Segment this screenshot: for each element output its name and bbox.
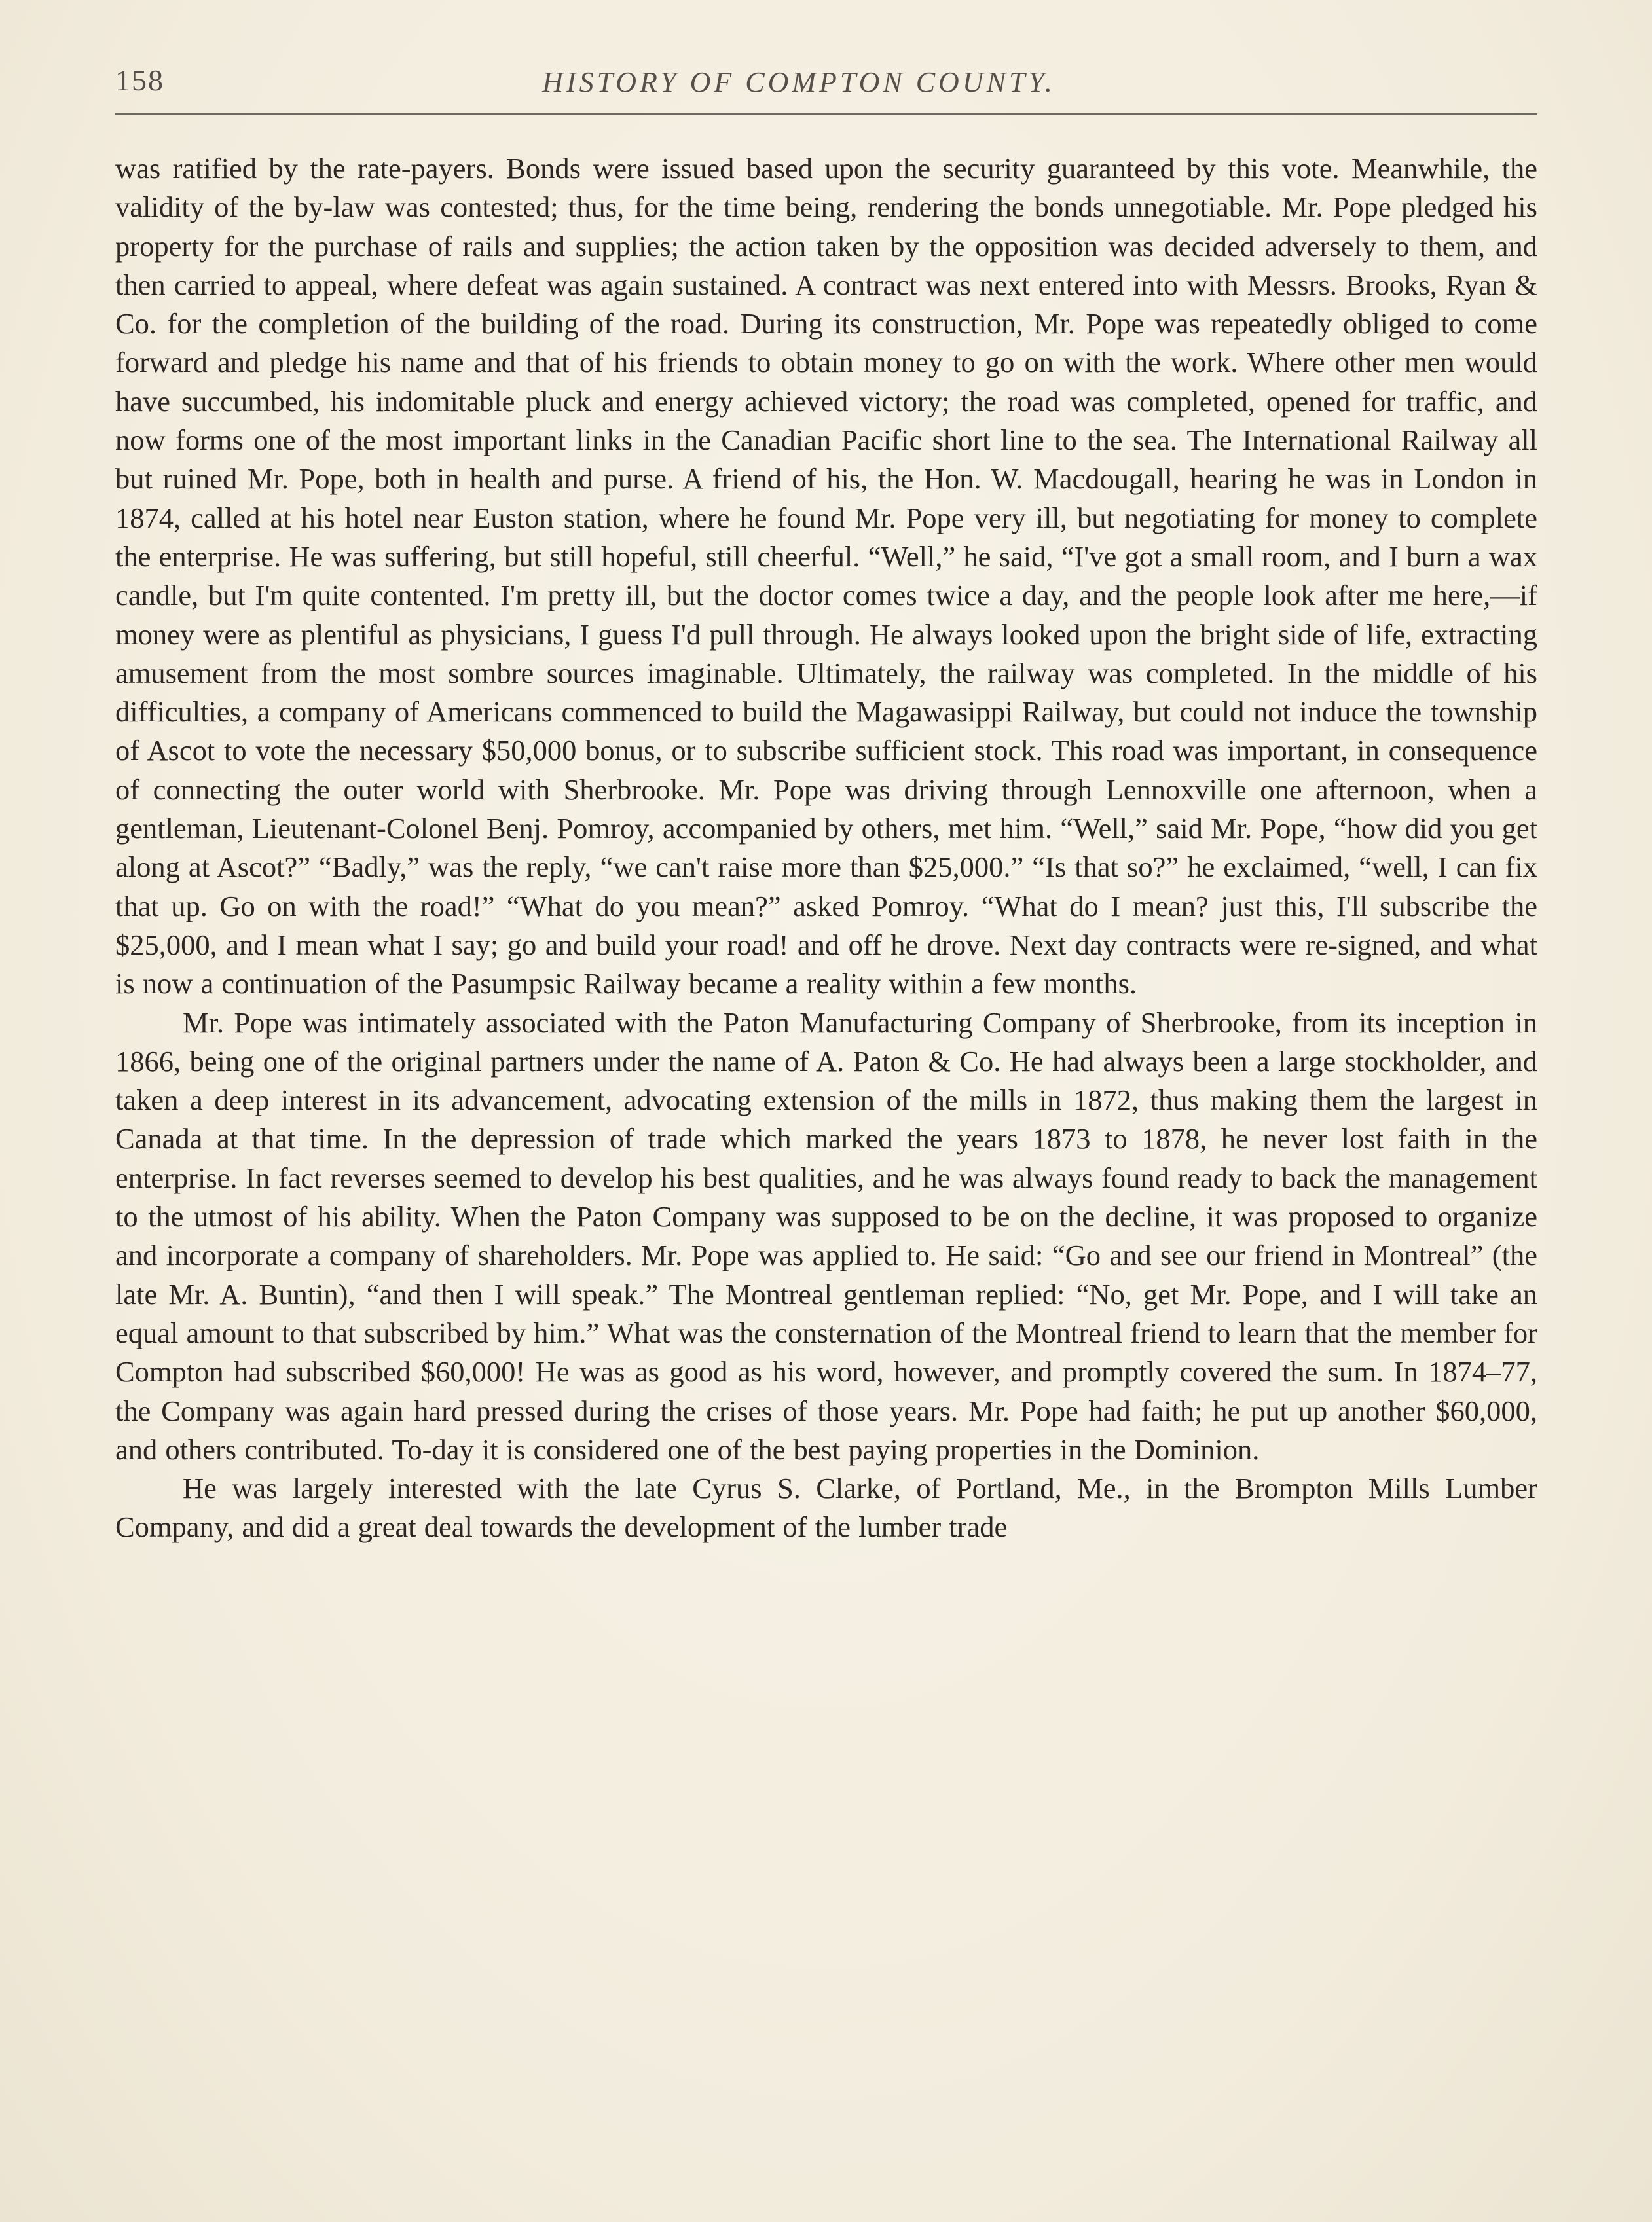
paragraph-continued: was ratified by the rate-payers. Bonds were issued based upon the security guaranteed by this vote. Meanwhile, the validity of the by-law was contested; thus, for the time being, rendering the bonds unnegotiable. Mr. Pope pledged his property for the purchase of rails and supplies; the action taken by the opposition was decided adversely to them, and then carried to appeal, where defeat was again sustained. A contract was next entered into with Messrs. Brooks, Ryan & Co. for the completion of the building of the road. During its construction, Mr. Pope was repeatedly obliged to come forward and pledge his name and that of his friends to obtain money to go on with the work. Where other men would have succumbed, his indomitable pluck and energy achieved victory; the road was completed, opened for traffic, and now forms one of the most important links in the Canadian Pacific short line to the sea. The International Railway all but ruined Mr. Pope, both in health and purse. A friend of his, the Hon. W. Macdougall, hearing he was in London in 1874, called at his hotel near Euston station, where he found Mr. Pope very ill, but negotiating for money to complete the enterprise. He was suffering, but still hopeful, still cheerful. “Well,” he said, “I've got a small room, and I burn a wax candle, but I'm quite contented. I'm pretty ill, but the doctor comes twice a day, and the people look after me here,—if money were as plentiful as physicians, I guess I'd pull through. He always looked upon the bright side of life, extracting amusement from the most sombre sources imaginable. Ultimately, the railway was completed. In the middle of his difficulties, a company of Americans commenced to build the Magawasippi Railway, but could not induce the township of Ascot to vote the necessary $50,000 bonus, or to subscribe sufficient stock. This road was important, in consequence of connecting the outer world with Sherbrooke. Mr. Pope was driving through Lennoxville one afternoon, when a gentleman, Lieutenant-Colonel Benj. Pomroy, accompanied by others, met him. “Well,” said Mr. Pope, “how did you get along at Ascot?” “Badly,” was the reply, “we can't raise more than $25,000.” “Is that so?” he exclaimed, “well, I can fix that up. Go on with the road!” “What do you mean?” asked Pomroy. “What do I mean? just this, I'll subscribe the $25,000, and I mean what I say; go and build your road! and off he drove. Next day contracts were re-signed, and what is now a continuation of the Pasumpsic Railway became a reality within a few months. — [115, 152, 1537, 1000]
paragraph-brompton-lumber: He was largely interested with the late Cyrus S. Clarke, of Portland, Me., in the Brompton Mills Lumber Company, and did a great deal towards the development of the lumber trade — [115, 1472, 1537, 1544]
body-text — [115, 149, 1537, 1547]
header-rule — [115, 113, 1537, 115]
running-title: HISTORY OF COMPTON COUNTY. — [542, 66, 1055, 98]
paragraph-paton-company: Mr. Pope was intimately associated with the Paton Manufacturing Company of Sherbrooke, from its inception in 1866, being one of the original partners under the name of A. Paton & Co. He had always been a large stockholder, and taken a deep interest in its advancement, advocating extension of the mills in 1872, thus making them the largest in Canada at that time. In the depression of trade which marked the years 1873 to 1878, he never lost faith in the enterprise. In fact reverses seemed to develop his best qualities, and he was always found ready to back the management to the utmost of his ability. When the Paton Company was supposed to be on the decline, it was proposed to organize and incorporate a company of shareholders. Mr. Pope was applied to. He said: “Go and see our friend in Montreal” (the late Mr. A. Buntin), “and then I will speak.” The Montreal gentleman replied: “No, get Mr. Pope, and I will take an equal amount to that subscribed by him.” What was the consternation of the Montreal friend to learn that the member for Compton had subscribed $60,000! He was as good as his word, however, and promptly covered the sum. In 1874–77, the Company was again hard pressed during the crises of those years. Mr. Pope had faith; he put up another $60,000, and others contributed. To-day it is considered one of the best paying properties in the Dominion. — [115, 1006, 1537, 1466]
page-number: 158 — [115, 64, 164, 97]
